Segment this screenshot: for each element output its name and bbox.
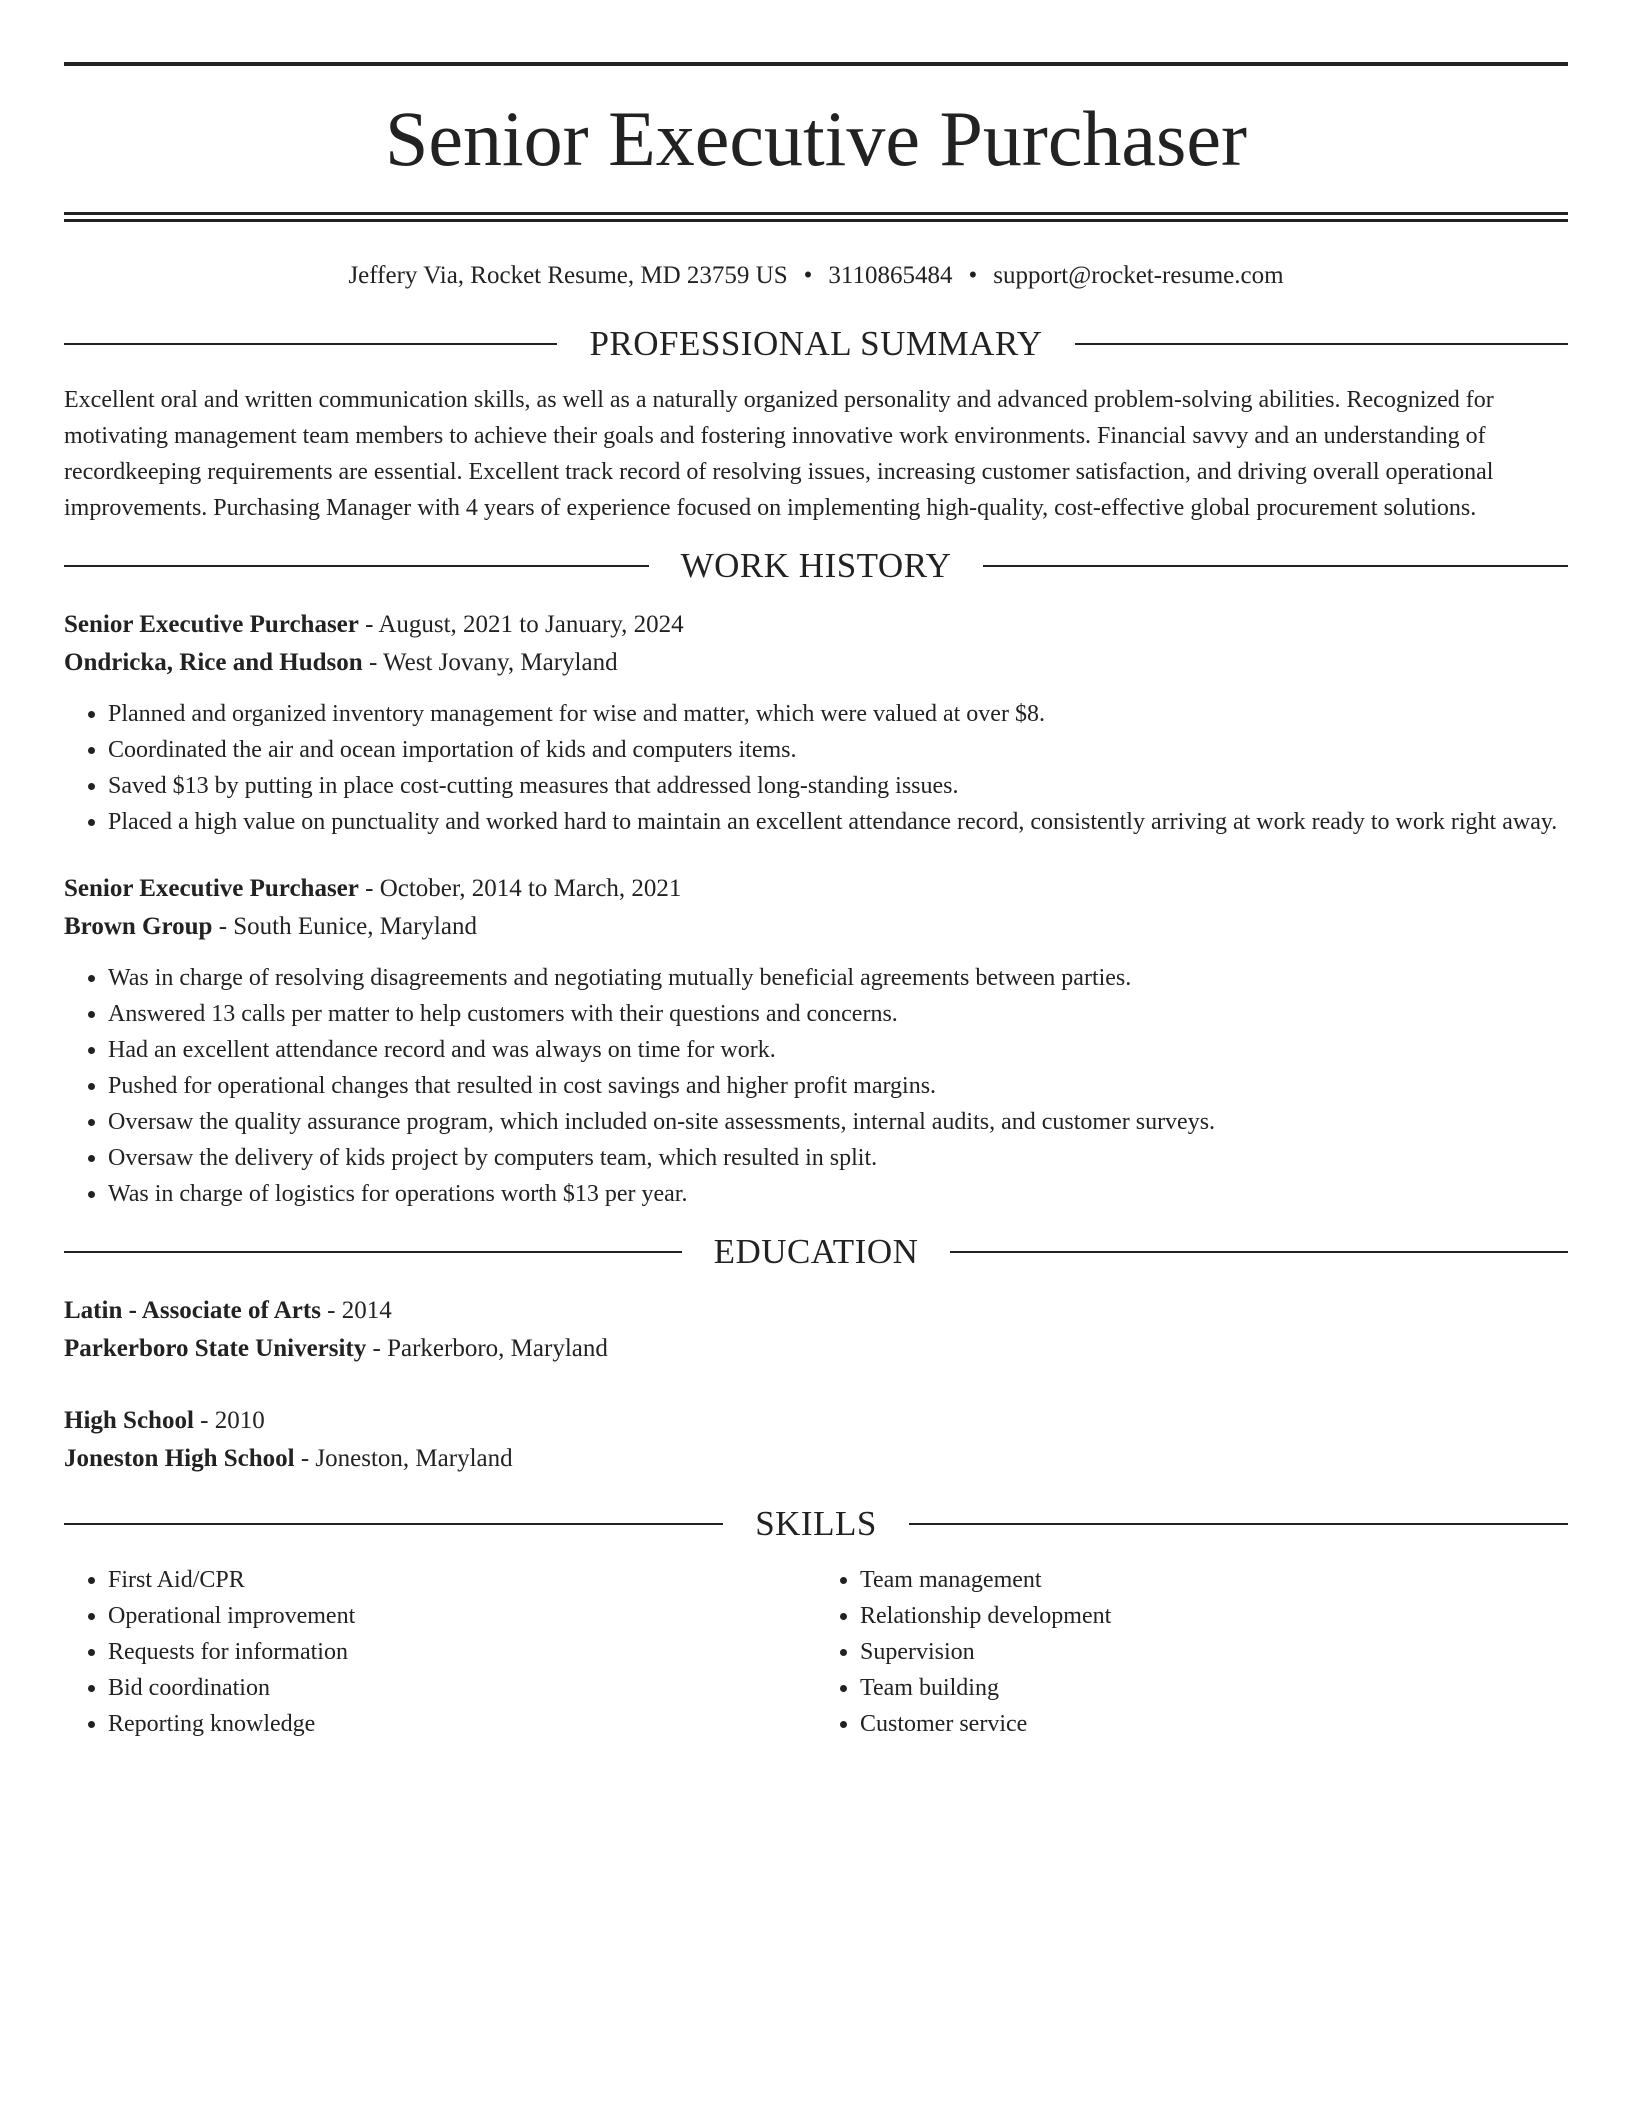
list-item: • Planned and organized inventory management for wise and matter, which were valued at over $8. bbox=[108, 696, 1568, 732]
job-bullets bbox=[64, 960, 1568, 1212]
section-heading-work-history bbox=[64, 546, 1568, 586]
list-item: • Had an excellent attendance record and was always on time for work. bbox=[108, 1032, 1568, 1068]
list-item: • Relationship development bbox=[860, 1598, 1568, 1634]
section-heading-label: SKILLS bbox=[755, 1504, 877, 1543]
education-school: Joneston High School bbox=[64, 1445, 295, 1472]
job-title-line bbox=[64, 870, 1568, 908]
contact-phone: 3110865484 bbox=[828, 262, 953, 289]
skills-grid bbox=[64, 1562, 1568, 1742]
list-item: • Oversaw the quality assurance program, which included on-site assessments, internal audits, and customer surveys. bbox=[108, 1104, 1568, 1140]
education-entry bbox=[64, 1402, 1568, 1478]
resume-title: Senior Executive Purchaser bbox=[384, 95, 1248, 182]
heading-rule bbox=[909, 1523, 1568, 1525]
education-entry bbox=[64, 1292, 1568, 1368]
job-company-line bbox=[64, 644, 1568, 682]
section-heading-label: PROFESSIONAL SUMMARY bbox=[589, 324, 1043, 363]
list-item: • Bid coordination bbox=[108, 1670, 816, 1706]
education-year: - 2014 bbox=[320, 1297, 392, 1324]
contact-email: support@rocket-resume.com bbox=[993, 262, 1284, 289]
section-heading-summary bbox=[64, 324, 1568, 364]
education-year: - 2010 bbox=[193, 1407, 265, 1434]
list-item: • Pushed for operational changes that resulted in cost savings and higher profit margins. bbox=[108, 1068, 1568, 1104]
list-item: • Placed a high value on punctuality and worked hard to maintain an excellent attendance record, consistently arriving at work ready to work right away. bbox=[108, 804, 1568, 840]
job-location: - West Jovany, Maryland bbox=[362, 649, 618, 676]
contact-line bbox=[64, 256, 1568, 296]
list-item: • Saved $13 by putting in place cost-cutting measures that addressed long-standing issues. bbox=[108, 768, 1568, 804]
job-location: - South Eunice, Maryland bbox=[212, 913, 477, 940]
heading-rule bbox=[1075, 343, 1568, 345]
section-heading-education bbox=[64, 1232, 1568, 1272]
list-item: • Team management bbox=[860, 1562, 1568, 1598]
list-item: • Answered 13 calls per matter to help customers with their questions and concerns. bbox=[108, 996, 1568, 1032]
job-bullets bbox=[64, 696, 1568, 840]
education-degree-line bbox=[64, 1292, 1568, 1330]
job-title-line bbox=[64, 606, 1568, 644]
education-school-line bbox=[64, 1440, 1568, 1478]
job-title: Senior Executive Purchaser bbox=[64, 611, 359, 638]
top-rule bbox=[64, 62, 1568, 66]
summary-text: Excellent oral and written communication skills, as well as a naturally organized personality and advanced problem-solving abilities. Recognized for motivating management team members to achieve their goals and fostering innovative work environments. Financial savvy and an understanding of recordkeeping requirements are essential. Excellent track record of resolving issues, increasing customer satisfaction, and driving overall operational improvements. Purchasing Manager with 4 years of experience focused on implementing high-quality, cost-effective global procurement solutions. bbox=[64, 387, 1494, 521]
section-heading-skills bbox=[64, 1504, 1568, 1544]
heading-rule bbox=[64, 565, 649, 567]
education-school-line bbox=[64, 1330, 1568, 1368]
list-item: • Supervision bbox=[860, 1634, 1568, 1670]
education-school: Parkerboro State University bbox=[64, 1335, 367, 1362]
list-item: • Was in charge of logistics for operations worth $13 per year. bbox=[108, 1176, 1568, 1212]
section-heading-label: EDUCATION bbox=[713, 1232, 919, 1271]
heading-rule bbox=[950, 1251, 1568, 1253]
list-item: • Coordinated the air and ocean importation of kids and computers items. bbox=[108, 732, 1568, 768]
list-item: • Customer service bbox=[860, 1706, 1568, 1742]
job-title: Senior Executive Purchaser bbox=[64, 875, 359, 902]
education-location: - Joneston, Maryland bbox=[294, 1445, 513, 1472]
education-degree-line bbox=[64, 1402, 1568, 1440]
job-company: Ondricka, Rice and Hudson bbox=[64, 649, 363, 676]
education-degree: Latin - Associate of Arts bbox=[64, 1297, 321, 1324]
skills-list-right bbox=[816, 1562, 1568, 1742]
education-location: - Parkerboro, Maryland bbox=[366, 1335, 608, 1362]
job-dates: - August, 2021 to January, 2024 bbox=[358, 611, 684, 638]
job-dates: - October, 2014 to March, 2021 bbox=[358, 875, 682, 902]
title-double-rule bbox=[64, 212, 1568, 222]
job-entry bbox=[64, 606, 1568, 840]
list-item: • Reporting knowledge bbox=[108, 1706, 816, 1742]
list-item: • First Aid/CPR bbox=[108, 1562, 816, 1598]
list-item: • Oversaw the delivery of kids project by computers team, which resulted in split. bbox=[108, 1140, 1568, 1176]
job-entry bbox=[64, 870, 1568, 1212]
list-item: • Requests for information bbox=[108, 1634, 816, 1670]
skills-list-left bbox=[64, 1562, 816, 1742]
list-item: • Team building bbox=[860, 1670, 1568, 1706]
list-item: • Was in charge of resolving disagreements and negotiating mutually beneficial agreements between parties. bbox=[108, 960, 1568, 996]
heading-rule bbox=[64, 1251, 682, 1253]
list-item: • Operational improvement bbox=[108, 1598, 816, 1634]
heading-rule bbox=[64, 1523, 723, 1525]
contact-separator: • bbox=[803, 262, 813, 289]
contact-address: Jeffery Via, Rocket Resume, MD 23759 US bbox=[348, 262, 788, 289]
heading-rule bbox=[64, 343, 557, 345]
heading-rule bbox=[983, 565, 1568, 567]
job-company-line bbox=[64, 908, 1568, 946]
job-company: Brown Group bbox=[64, 913, 213, 940]
education-degree: High School bbox=[64, 1407, 194, 1434]
section-heading-label: WORK HISTORY bbox=[680, 546, 952, 585]
contact-separator: • bbox=[968, 262, 978, 289]
